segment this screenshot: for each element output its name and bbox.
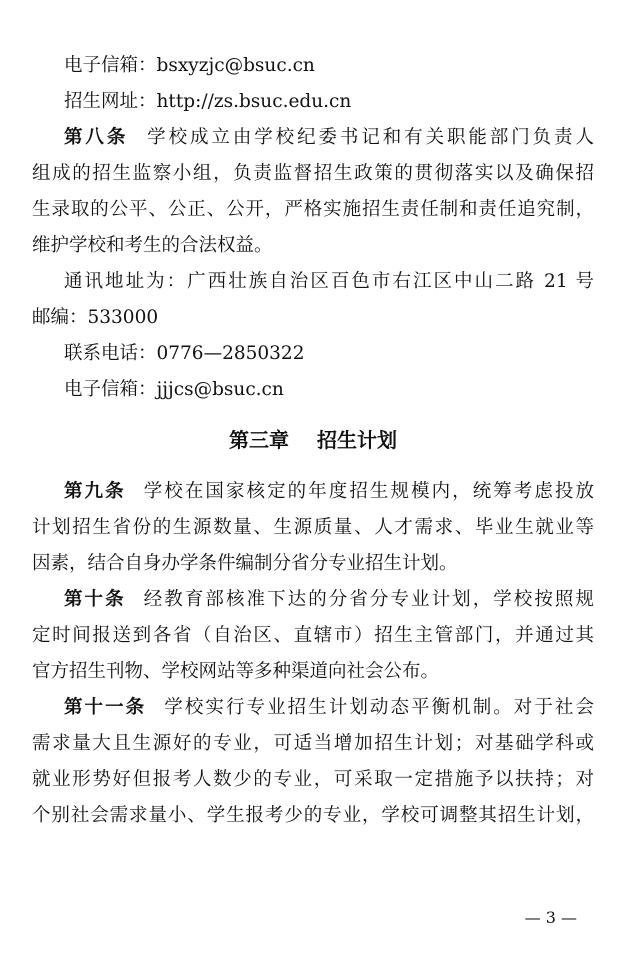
website-label: 招生网址： [64,91,157,112]
article10-line-2: 定时间报送到各省（自治区、直辖市）招生主管部门，并通过其 [32,625,594,646]
article8-line-3: 生录取的公平、公正、公开，严格实施招生责任制和责任追究制， [32,199,594,220]
article9-line-3: 因素，结合自身办学条件编制分省分专业招生计划。 [32,553,458,574]
chapter-heading [32,420,594,460]
article8-title: 第八条 [64,127,129,148]
chapter-number: 第三章 [229,428,289,452]
article10-line-3: 官方招生刊物、学校网站等多种渠道向社会公布。 [32,661,440,682]
article11-line-4: 个别社会需求量小、学生报考少的专业，学校可调整其招生计划， [32,805,594,826]
email-line-bottom: 电子信箱：jjjcs@bsuc.cn [64,379,284,400]
document-page [32,48,594,834]
article8-line-1 [32,120,594,156]
article11-text-1: 学校实行专业招生计划动态平衡机制。对于社会 [162,697,594,718]
email-label: 电子信箱： [64,55,157,76]
article11-line-2: 需求量大且生源好的专业，可适当增加招生计划；对基础学科或 [32,733,594,754]
article10-text-1: 经教育部核准下达的分省分专业计划，学校按照规 [141,589,594,610]
article11-title: 第十一条 [64,697,147,718]
postcode-line: 邮编：533000 [32,307,159,328]
phone-line: 联系电话：0776—2850322 [64,343,305,364]
email-line-top [32,48,594,84]
chapter-title: 招生计划 [317,428,397,452]
article8-line-2: 组成的招生监察小组，负责监督招生政策的贯彻落实以及确保招 [32,163,594,184]
website-line [32,84,594,120]
article9-title: 第九条 [64,481,126,502]
article9-line-2: 计划招生省份的生源数量、生源质量、人才需求、毕业生就业等 [32,517,594,538]
article8-line-4: 维护学校和考生的合法权益。 [32,235,273,256]
article9-text-1: 学校在国家核定的年度招生规模内，统筹考虑投放 [141,481,594,502]
article11-line-1 [32,690,594,726]
website-value: http://zs.bsuc.edu.cn [156,91,352,112]
article10-line-1 [32,582,594,618]
page-number: — 3 — [524,908,577,927]
article10-title: 第十条 [64,589,126,610]
article11-line-3: 就业形势好但报考人数少的专业，可采取一定措施予以扶持；对 [32,769,594,790]
email-value: bsxyzjc@bsuc.cn [156,55,315,76]
article8-text-1: 学校成立由学校纪委书记和有关职能部门负责人 [144,127,594,148]
address-line: 通讯地址为：广西壮族自治区百色市右江区中山二路 21 号 [64,271,594,292]
article9-line-1 [32,474,594,510]
